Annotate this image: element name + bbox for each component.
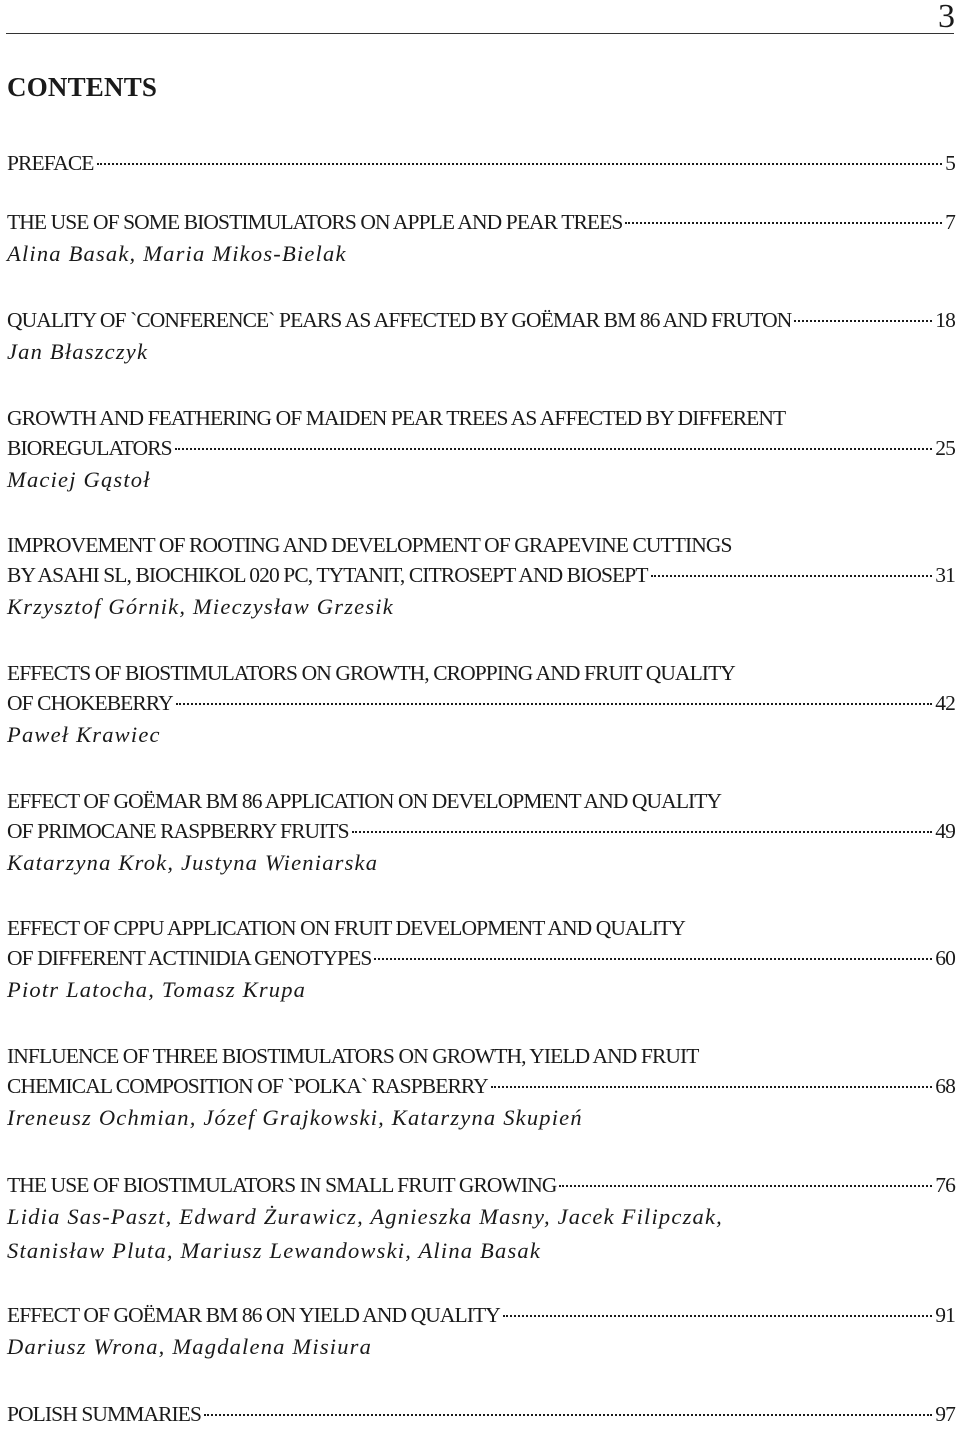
toc-entry-title: OF CHOKEBERRY bbox=[7, 691, 173, 715]
toc-entry-title-line-last bbox=[7, 816, 955, 846]
toc-entry-title-line-last bbox=[7, 560, 955, 590]
dot-leader bbox=[97, 163, 943, 165]
toc-entry-title: THE USE OF BIOSTIMULATORS IN SMALL FRUIT GROWING bbox=[7, 1173, 557, 1197]
toc-entry[interactable] bbox=[7, 530, 955, 624]
toc-entry-title-line-last bbox=[7, 1170, 955, 1200]
toc-entry-authors: Krzysztof Górnik, Mieczysław Grzesik bbox=[7, 594, 394, 619]
toc-entry-authors: Stanisław Pluta, Mariusz Lewandowski, Alina Basak bbox=[7, 1238, 542, 1263]
toc-entry[interactable] bbox=[7, 913, 955, 1007]
toc-entry-page-number: 97 bbox=[935, 1402, 955, 1426]
toc-entry-title: BY ASAHI SL, BIOCHIKOL 020 PC, TYTANIT, CITROSEPT AND BIOSEPT bbox=[7, 563, 648, 587]
header-rule bbox=[6, 33, 954, 34]
toc-entry-title: EFFECT OF GOËMAR BM 86 APPLICATION ON DEVELOPMENT AND QUALITY bbox=[7, 789, 722, 813]
toc-entry[interactable] bbox=[7, 1399, 955, 1429]
toc-entry-page-number: 5 bbox=[945, 151, 955, 175]
toc-entry-authors: Ireneusz Ochmian, Józef Grajkowski, Katarzyna Skupień bbox=[7, 1105, 583, 1130]
toc-entry-title: CHEMICAL COMPOSITION OF `POLKA` RASPBERRY bbox=[7, 1074, 488, 1098]
toc-entry-title-line-last bbox=[7, 1300, 955, 1330]
toc-entry-title: POLISH SUMMARIES bbox=[7, 1402, 202, 1426]
toc-entry-title: THE USE OF SOME BIOSTIMULATORS ON APPLE AND PEAR TREES bbox=[7, 210, 623, 234]
toc-entry-title-line-last bbox=[7, 688, 955, 718]
toc-entry[interactable] bbox=[7, 658, 955, 752]
toc-entry-page-number: 7 bbox=[945, 210, 955, 234]
toc-entry-page-number: 25 bbox=[935, 436, 955, 460]
dot-leader bbox=[176, 703, 933, 705]
toc-entry[interactable] bbox=[7, 207, 955, 271]
toc-entry-page-number: 42 bbox=[935, 691, 955, 715]
toc-entry-page-number: 18 bbox=[935, 308, 955, 332]
toc-entry-authors: Jan Błaszczyk bbox=[7, 339, 149, 364]
dot-leader bbox=[794, 320, 932, 322]
toc-entry-title: OF PRIMOCANE RASPBERRY FRUITS bbox=[7, 819, 349, 843]
toc-entry-title-line bbox=[7, 403, 955, 433]
toc-entry-title: OF DIFFERENT ACTINIDIA GENOTYPES bbox=[7, 946, 372, 970]
toc-entry-page-number: 91 bbox=[935, 1303, 955, 1327]
toc-entry-authors: Piotr Latocha, Tomasz Krupa bbox=[7, 977, 307, 1002]
toc-entry-authors: Alina Basak, Maria Mikos-Bielak bbox=[7, 241, 347, 266]
dot-leader bbox=[559, 1185, 932, 1187]
toc-entry[interactable] bbox=[7, 786, 955, 880]
toc-entry-title-line-last bbox=[7, 305, 955, 335]
toc-entry-title-line-last bbox=[7, 433, 955, 463]
toc-entry-title: QUALITY OF `CONFERENCE` PEARS AS AFFECTED BY GOËMAR BM 86 AND FRUTON bbox=[7, 308, 792, 332]
dot-leader bbox=[352, 831, 933, 833]
dot-leader bbox=[175, 448, 933, 450]
toc-entry-title-line-last bbox=[7, 148, 955, 178]
dot-leader bbox=[651, 575, 933, 577]
toc-entry-page-number: 68 bbox=[935, 1074, 955, 1098]
page-number: 3 bbox=[938, 0, 955, 35]
toc-entry-title-line-last bbox=[7, 1399, 955, 1429]
toc-entry-title-line bbox=[7, 1041, 955, 1071]
dot-leader bbox=[491, 1086, 933, 1088]
toc-entry-page-number: 60 bbox=[935, 946, 955, 970]
toc-entry-title: IMPROVEMENT OF ROOTING AND DEVELOPMENT OF GRAPEVINE CUTTINGS bbox=[7, 533, 732, 557]
toc-entry[interactable] bbox=[7, 1170, 955, 1268]
toc-entry[interactable] bbox=[7, 1041, 955, 1135]
toc-entry-title-line-last bbox=[7, 207, 955, 237]
toc-entry-authors: Maciej Gąstoł bbox=[7, 467, 151, 492]
dot-leader bbox=[374, 958, 932, 960]
toc-entry[interactable] bbox=[7, 305, 955, 369]
toc-entry-page-number: 31 bbox=[935, 563, 955, 587]
toc-entry-authors: Dariusz Wrona, Magdalena Misiura bbox=[7, 1334, 373, 1359]
toc-entry-title: EFFECT OF GOËMAR BM 86 ON YIELD AND QUALITY bbox=[7, 1303, 500, 1327]
toc-entry-title-line-last bbox=[7, 943, 955, 973]
toc-entry[interactable] bbox=[7, 1300, 955, 1364]
toc-entry-title-line bbox=[7, 530, 955, 560]
toc-entry-title: BIOREGULATORS bbox=[7, 436, 172, 460]
toc-entry-page-number: 76 bbox=[935, 1173, 955, 1197]
toc-entry-title: EFFECTS OF BIOSTIMULATORS ON GROWTH, CROPPING AND FRUIT QUALITY bbox=[7, 661, 735, 685]
toc-entry-title: PREFACE bbox=[7, 151, 94, 175]
toc-entry-title-line bbox=[7, 658, 955, 688]
toc-entry-title: EFFECT OF CPPU APPLICATION ON FRUIT DEVELOPMENT AND QUALITY bbox=[7, 916, 685, 940]
toc-entry-title: GROWTH AND FEATHERING OF MAIDEN PEAR TREES AS AFFECTED BY DIFFERENT bbox=[7, 406, 786, 430]
toc-entry-title-line bbox=[7, 913, 955, 943]
toc-entry-authors: Katarzyna Krok, Justyna Wieniarska bbox=[7, 850, 379, 875]
toc-entry-page-number: 49 bbox=[935, 819, 955, 843]
toc-entry[interactable] bbox=[7, 403, 955, 497]
toc-entry-authors: Lidia Sas-Paszt, Edward Żurawicz, Agnieszka Masny, Jacek Filipczak, bbox=[7, 1204, 723, 1229]
toc-entry-authors: Paweł Krawiec bbox=[7, 722, 161, 747]
toc-entry[interactable] bbox=[7, 148, 955, 178]
toc-entry-title-line bbox=[7, 786, 955, 816]
toc-entry-title-line-last bbox=[7, 1071, 955, 1101]
toc-entry-title: INFLUENCE OF THREE BIOSTIMULATORS ON GROWTH, YIELD AND FRUIT bbox=[7, 1044, 699, 1068]
contents-heading: CONTENTS bbox=[7, 72, 158, 102]
dot-leader bbox=[625, 222, 942, 224]
dot-leader bbox=[503, 1315, 932, 1317]
dot-leader bbox=[204, 1414, 932, 1416]
